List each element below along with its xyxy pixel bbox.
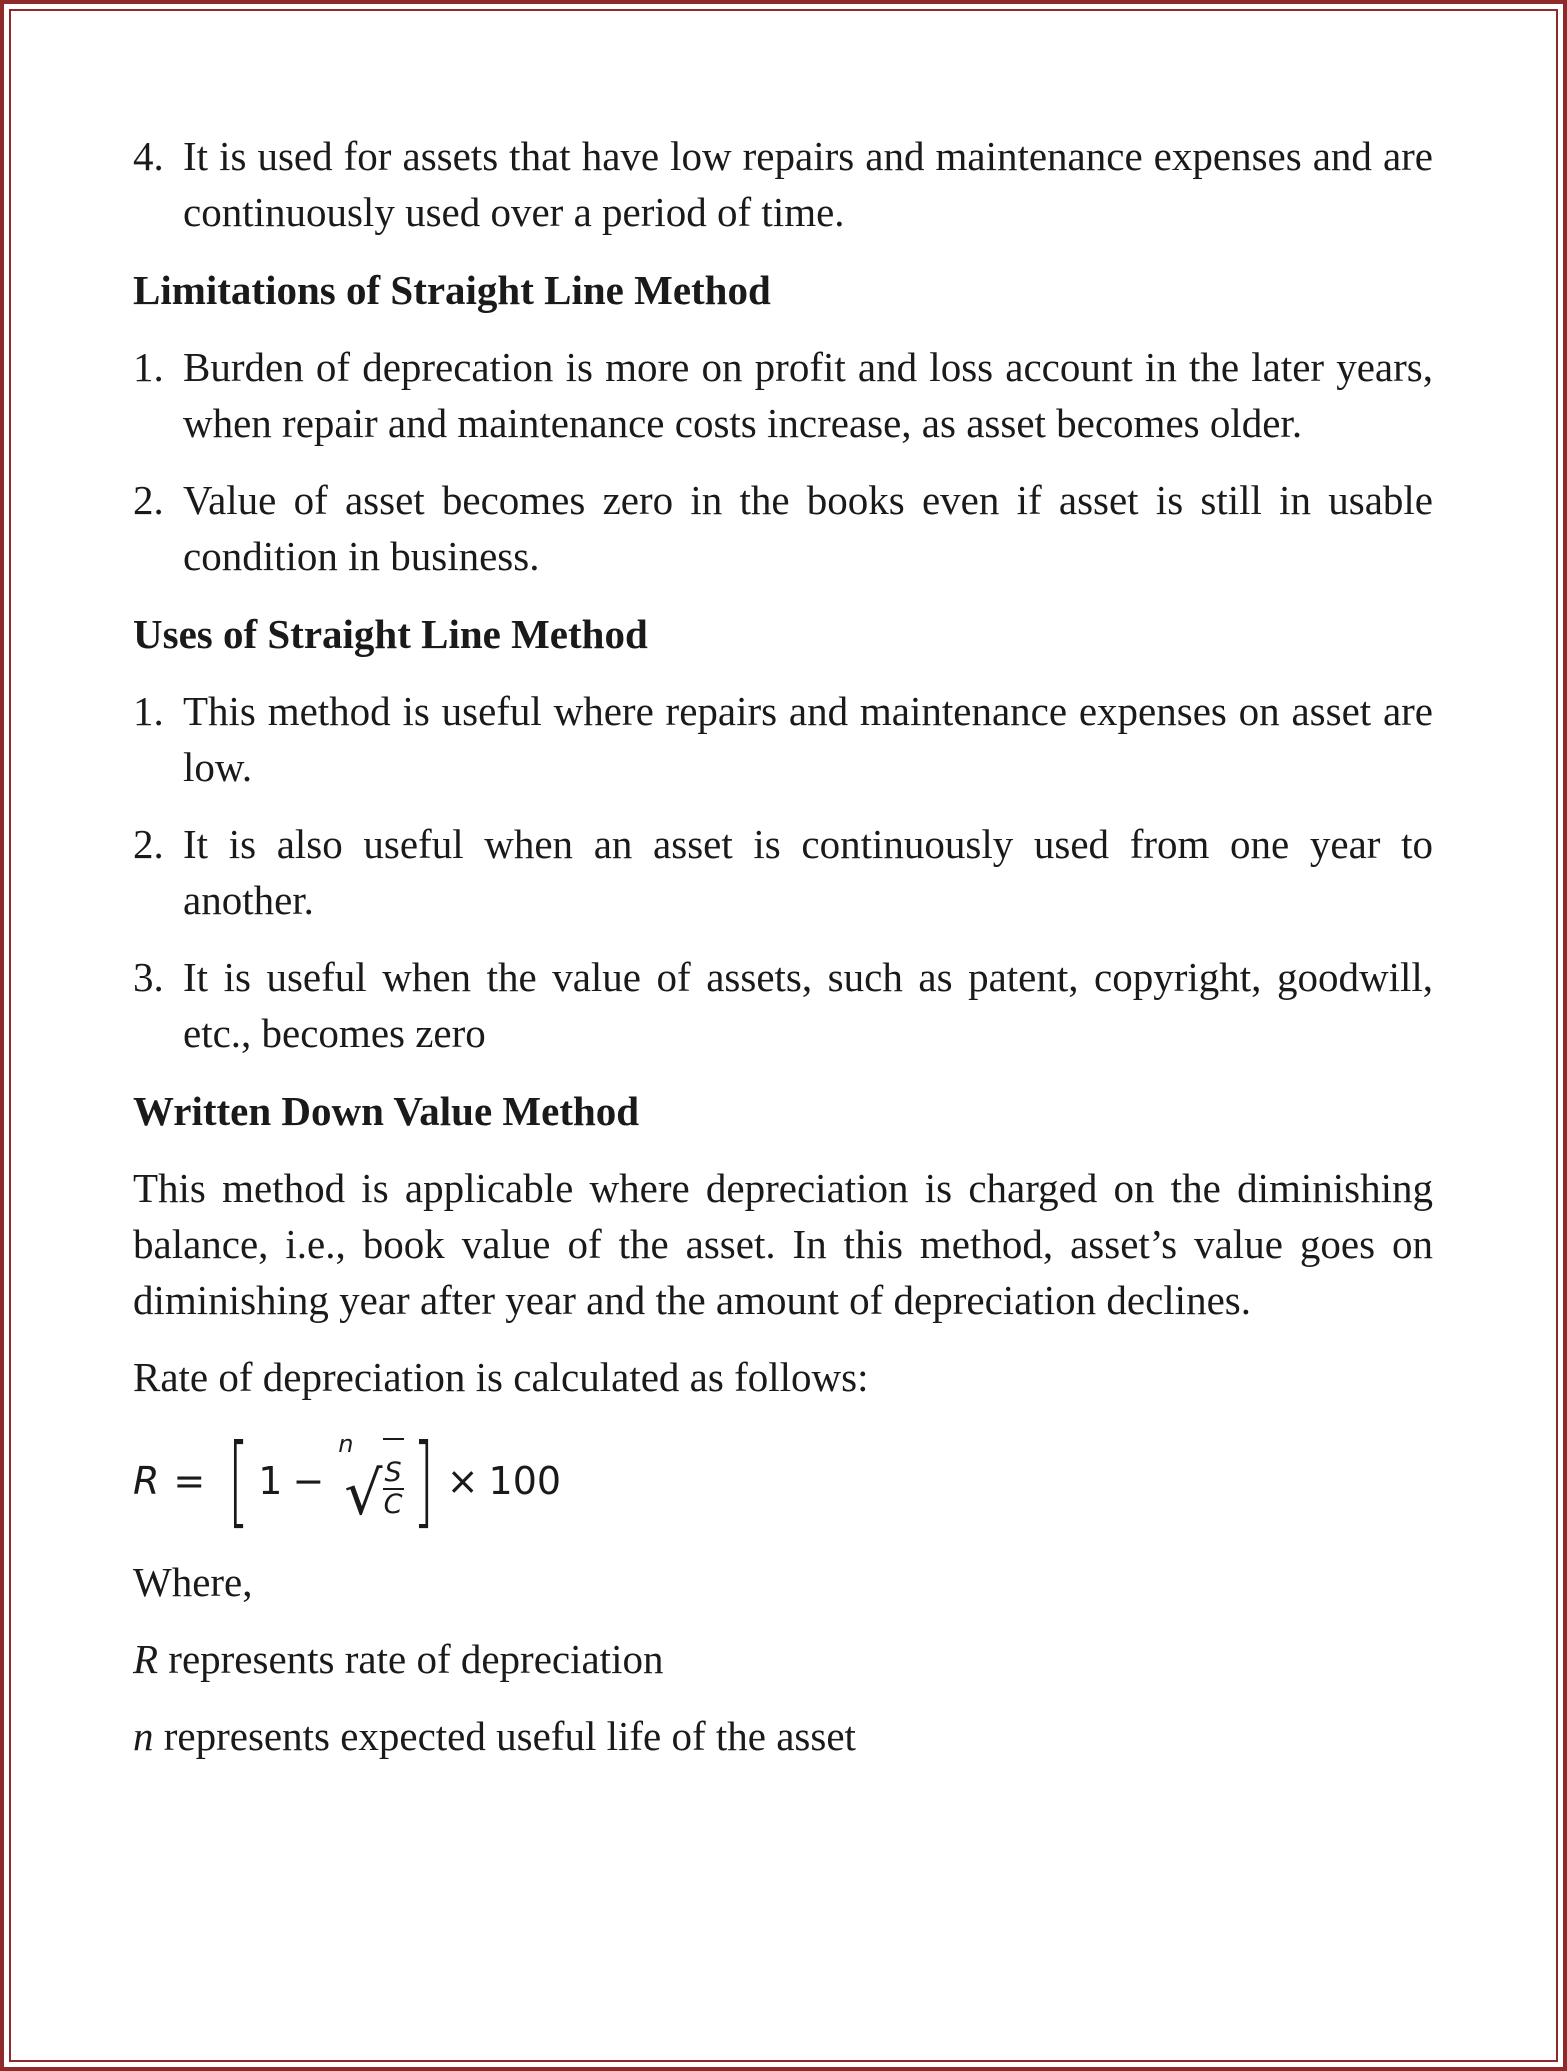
depreciation-formula [133, 1422, 1433, 1539]
list-text: Burden of deprecation is more on profit and loss account in the later years, when repair and maintenance costs increase, as asset becomes older. [183, 344, 1433, 446]
fraction-numerator: S [384, 1457, 402, 1488]
right-bracket-icon: ] [412, 1422, 434, 1539]
list-number: 1. [133, 688, 164, 734]
formula-times: × [446, 1459, 479, 1503]
list-text: Value of asset becomes zero in the books even if asset is still in usable condition in business. [183, 477, 1433, 579]
list-item [133, 683, 1433, 795]
where-label: Where, [133, 1559, 253, 1605]
list-item [133, 472, 1433, 584]
list-text: It is useful when the value of assets, such as patent, copyright, goodwill, etc., becomes zero [183, 954, 1433, 1056]
definition-line [133, 1708, 1433, 1764]
list-number: 3. [133, 954, 164, 1000]
definition-text: represents expected useful life of the asset [153, 1713, 856, 1759]
root-index: n [338, 1430, 354, 1458]
list-text: It is used for assets that have low repairs and maintenance expenses and are continuously used over a period of time. [183, 133, 1433, 235]
list-number: 1. [133, 344, 164, 390]
left-bracket-icon: [ [228, 1422, 250, 1539]
formula-one: 1 [258, 1459, 283, 1503]
fraction [383, 1458, 404, 1520]
list-item [133, 949, 1433, 1061]
list-item [133, 339, 1433, 451]
radicand [383, 1438, 404, 1520]
page-content [133, 128, 1433, 1785]
rate-intro: Rate of depreciation is calculated as follows: [133, 1354, 869, 1400]
list-number: 2. [133, 821, 164, 867]
formula-equals: = [173, 1459, 206, 1503]
list-item [133, 128, 1433, 240]
list-item [133, 816, 1433, 928]
heading-limitations: Limitations of Straight Line Method [133, 267, 771, 313]
list-text: It is also useful when an asset is continuously used from one year to another. [183, 821, 1433, 923]
definition-text: represents rate of depreciation [158, 1636, 664, 1682]
nth-root [338, 1430, 403, 1529]
definition-line [133, 1631, 1433, 1687]
list-number: 2. [133, 477, 164, 523]
definition-symbol: n [133, 1713, 154, 1759]
formula-multiplier: 100 [488, 1459, 562, 1503]
definition-symbol: R [133, 1636, 159, 1682]
radical-icon: √ [344, 1459, 383, 1529]
fraction-denominator: C [383, 1489, 403, 1520]
formula-lhs: R [133, 1459, 160, 1503]
list-text: This method is useful where repairs and maintenance expenses on asset are low. [183, 688, 1433, 790]
wdv-paragraph: This method is applicable where depreciation is charged on the diminishing balance, i.e., book value of the asset. In this method, asset’s value goes on diminishing year after year and the amount of depreciation declines. [133, 1165, 1433, 1323]
list-number: 4. [133, 133, 164, 179]
formula-minus: − [292, 1459, 325, 1503]
heading-uses: Uses of Straight Line Method [133, 611, 648, 657]
heading-wdv: Written Down Value Method [133, 1088, 640, 1134]
